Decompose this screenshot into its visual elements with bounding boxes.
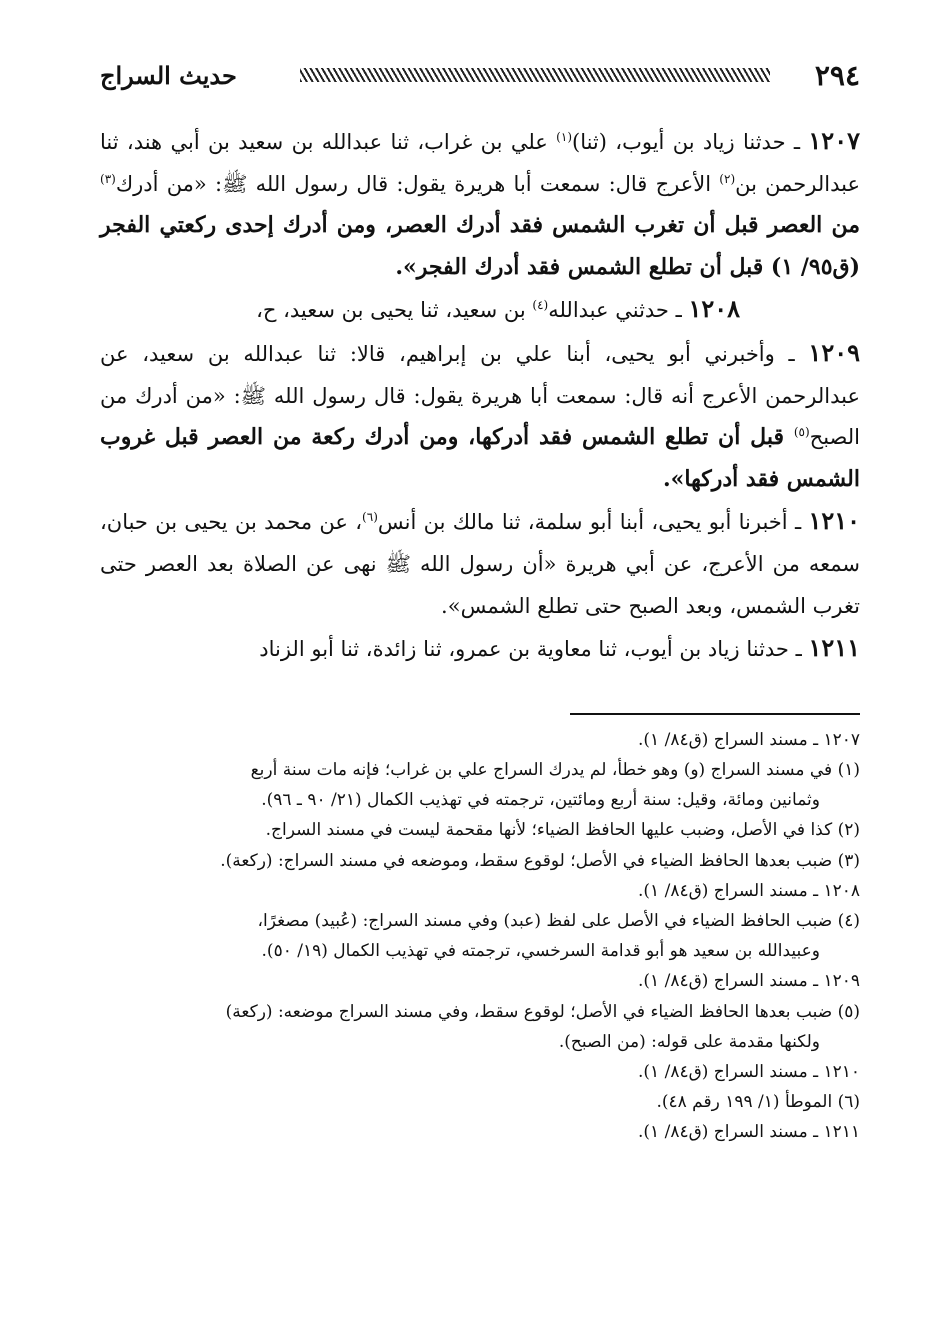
footnote-marker: (١): [556, 130, 572, 144]
hadith-text: وأخبرني أبو يحيى، أبنا علي بن إبراهيم، قالا: ثنا عبدالله بن سعيد، عن عبدالرحمن الأعرج أنه قال: سمعت أبا هريرة يقول: قال رسول الله ﷺ: «من أدرك من الصبح: [100, 341, 860, 450]
header-ornament-rule: [300, 68, 770, 82]
footnote-source: ١٢٠٧ ـ مسند السراج (ق٨٤/ ١).: [637, 729, 860, 750]
hadith-1210: ١٢١٠ ـ أخبرنا أبو يحيى، أبنا أبو سلمة، ثنا مالك بن أنس$^{(٦)}$، عن محمد بن يحيى بن حبان، سمعه من الأعرج، عن أبي هريرة «أن رسول الله ﷺ نهى عن الصلاة بعد العصر حتى تغرب الشمس، وبعد الصبح حتى تطلع الشمس».: [100, 506, 860, 618]
footnote-marker: (٣): [100, 171, 116, 186]
page-header: [100, 50, 860, 100]
page-number: ٢٩٤: [814, 58, 860, 92]
footnote-item: (٣) ضبب بعدها الحافظ الضياء في الأصل؛ لوقوع سقط، وموضعه في مسند السراج: (ركعة).: [220, 850, 860, 871]
main-text: [100, 120, 860, 671]
footnotes: [100, 725, 860, 1148]
hadith-1209: ١٢٠٩ ـ وأخبرني أبو يحيى، أبنا علي بن إبراهيم، قالا: ثنا عبدالله بن سعيد، عن عبدالرحمن الأعرج أنه قال: سمعت أبا هريرة يقول: قال رسول الله ﷺ: «من أدرك من الصبح$^{(٥)}$ قبل أن تطلع الشمس فقد أدركها، ومن أدرك ركعة من العصر قبل غروب الشمس فقد أدركها».: [100, 337, 860, 492]
footnote-continuation: وثمانين ومائة، وقيل: سنة أربع ومائتين، ترجمته في تهذيب الكمال (٢١/ ٩٠ ـ ٩٦).: [261, 790, 820, 811]
footnote-source: ١٢٠٨ ـ مسند السراج (ق٨٤/ ١).: [637, 880, 860, 901]
hadith-text-bold: من العصر قبل أن تغرب الشمس فقد أدرك العصر، ومن أدرك إحدى ركعتي الفجر (ق٩٥/ ١) قبل أن تطلع الشمس فقد أدرك الفجر».: [100, 212, 860, 280]
hadith-text: ، عن محمد بن يحيى بن حبان، سمعه من الأعرج، عن أبي هريرة «أن رسول الله ﷺ نهى عن الصلاة بعد العصر حتى تغرب الشمس، وبعد الصبح حتى تطلع الشمس».: [100, 510, 860, 618]
running-title: حديث السراج: [100, 60, 237, 90]
hadith-text: الأعرج قال: سمعت أبا هريرة يقول: قال رسول الله ﷺ: «من أدرك: [115, 171, 720, 196]
hadith-number: ١٢١١: [808, 633, 860, 663]
hadith-text: علي بن غراب، ثنا عبدالله بن سعيد بن أبي هند، ثنا عبدالرحمن بن: [100, 130, 861, 196]
footnote-marker: (٦): [362, 510, 378, 525]
footnote-item: (٦) الموطأ (١/ ١٩٩ رقم ٤٨).: [656, 1092, 860, 1113]
footnote-source: ١٢٠٩ ـ مسند السراج (ق٨٤/ ١).: [637, 971, 860, 992]
hadith-text: أخبرنا أبو يحيى، أبنا أبو سلمة، ثنا مالك بن أنس: [377, 510, 788, 535]
hadith-number: ١٢٠٨: [688, 294, 740, 324]
footnote-marker: (٢): [719, 171, 736, 186]
footnote-source: ١٢١١ ـ مسند السراج (ق٨٤/ ١).: [637, 1122, 860, 1143]
footnote-marker: (٥): [793, 425, 810, 440]
hadith-1211: ١٢١١ ـ حدثنا زياد بن أيوب، ثنا معاوية بن عمرو، ثنا زائدة، ثنا أبو الزناد: [259, 633, 860, 663]
footnote-separator: [570, 713, 860, 715]
hadith-text: حدثنا زياد بن أيوب، ثنا معاوية بن عمرو، ثنا زائدة، ثنا أبو الزناد: [259, 637, 789, 662]
hadith-text-bold: قبل أن تطلع الشمس فقد أدركها، ومن أدرك ركعة من العصر قبل غروب الشمس فقد أدركها».: [100, 424, 860, 492]
footnote-item: (٤) ضبب الحافظ الضياء في الأصل على لفظ (عبد) وفي مسند السراج: (عُبيد) مصغرًا،: [257, 910, 860, 931]
book-page: [100, 50, 860, 1148]
hadith-text: بن سعيد، ثنا يحيى بن سعيد، ح،: [256, 298, 533, 323]
footnote-item: (٢) كذا في الأصل، وضبب عليها الحافظ الضياء؛ لأنها مقحمة ليست في مسند السراج.: [265, 820, 860, 841]
footnote-item: (١) في مسند السراج (و) وهو خطأ، لم يدرك السراج علي بن غراب؛ فإنه مات سنة أربع: [250, 759, 860, 780]
footnote-continuation: ولكنها مقدمة على قوله: (من الصبح).: [558, 1031, 820, 1052]
hadith-number: ١٢١٠: [808, 506, 860, 536]
hadith-text: حدثني عبدالله: [548, 298, 669, 323]
hadith-text: حدثنا زياد بن أيوب، (ثنا): [572, 130, 786, 154]
footnote-continuation: وعبيدالله بن سعيد هو أبو قدامة السرخسي، ترجمته في تهذيب الكمال (١٩/ ٥٠).: [261, 941, 820, 962]
hadith-1208: ١٢٠٨ ـ حدثني عبدالله$^{(٤)}$ بن سعيد، ثنا يحيى بن سعيد، ح،: [256, 294, 740, 324]
footnote-marker: (٤): [532, 298, 549, 313]
hadith-1207: ١٢٠٧ ـ حدثنا زياد بن أيوب، (ثنا)$^{(١)}$ علي بن غراب، ثنا عبدالله بن سعيد بن أبي هند، ثنا عبدالرحمن بن$^{(٢)}$ الأعرج قال: سمعت أبا هريرة يقول: قال رسول الله ﷺ: «من أدرك$^{(٣)}$ من العصر قبل أن تغرب الشمس فقد أدرك العصر، ومن أدرك إحدى ركعتي الفجر (ق٩٥/ ١) قبل أن تطلع الشمس فقد أدرك الفجر».: [100, 126, 861, 280]
hadith-number: ١٢٠٧: [808, 126, 860, 155]
footnote-source: ١٢١٠ ـ مسند السراج (ق٨٤/ ١).: [637, 1061, 860, 1082]
footnote-item: (٥) ضبب بعدها الحافظ الضياء في الأصل؛ لوقوع سقط، وفي مسند السراج موضعه: (ركعة): [225, 1001, 860, 1022]
hadith-number: ١٢٠٩: [808, 337, 860, 367]
